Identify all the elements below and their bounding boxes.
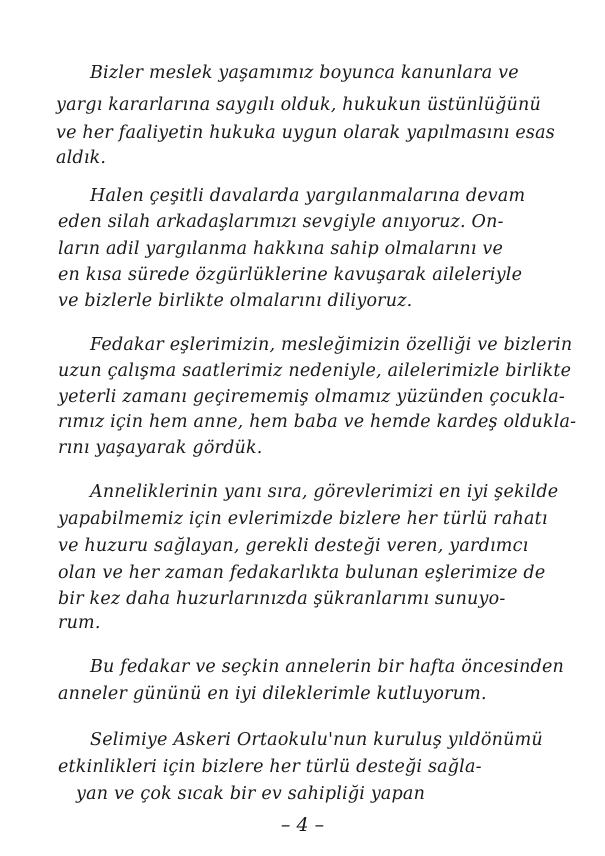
- page-number: – 4 –: [280, 814, 325, 836]
- text-line: yargı kararlarına saygılı olduk, hukukun üstünlüğünü: [56, 95, 541, 115]
- text-line: etkinlikleri için bizlere her türlü desteği sağla-: [58, 757, 482, 777]
- text-line: yapabilmemiz için evlerimizde bizlere her türlü rahatı: [58, 509, 548, 529]
- text-line: ve her faaliyetin hukuka uygun olarak yapılmasını esas: [56, 123, 555, 143]
- text-line: rımız için hem anne, hem baba ve hemde kardeş oldukla-: [58, 412, 577, 432]
- text-line: yeterli zamanı geçirememiş olmamız yüzünden çocukla-: [58, 387, 566, 407]
- text-line: aldık.: [56, 148, 107, 168]
- text-line: Anneliklerinin yanı sıra, görevlerimizi en iyi şekilde: [90, 482, 559, 502]
- text-line: rum.: [58, 613, 101, 633]
- text-line: ların adil yargılanma hakkına sahip olmalarını ve: [58, 239, 504, 259]
- text-line: rını yaşayarak gördük.: [58, 438, 263, 458]
- text-line: Fedakar eşlerimizin, mesleğimizin özelliği ve bizlerin: [90, 335, 573, 355]
- text-line: anneler gününü en iyi dileklerimle kutluyorum.: [58, 684, 487, 704]
- text-line: Selimiye Askeri Ortaokulu'nun kuruluş yıldönümü: [90, 730, 543, 750]
- text-line: Bizler meslek yaşamımız boyunca kanunlara ve: [90, 63, 519, 83]
- text-line: ve huzuru sağlayan, gerekli desteği veren, yardımcı: [58, 536, 529, 556]
- text-line: Halen çeşitli davalarda yargılanmalarına devam: [90, 186, 526, 206]
- text-line: ve bizlerle birlikte olmalarını diliyoruz.: [58, 291, 413, 311]
- text-line: eden silah arkadaşlarımızı sevgiyle anıyoruz. On-: [58, 212, 504, 232]
- text-line: en kısa sürede özgürlüklerine kavuşarak aileleriyle: [58, 265, 523, 285]
- text-line: bir kez daha huzurlarınızda şükranlarımı sunuyo-: [58, 589, 506, 609]
- text-line: Bu fedakar ve seçkin annelerin bir hafta öncesinden: [90, 657, 564, 677]
- text-line: yan ve çok sıcak bir ev sahipliği yapan: [76, 784, 426, 804]
- text-line: olan ve her zaman fedakarlıkta bulunan eşlerimize de: [58, 563, 546, 583]
- text-line: uzun çalışma saatlerimiz nedeniyle, ailelerimizle birlikte: [58, 361, 572, 381]
